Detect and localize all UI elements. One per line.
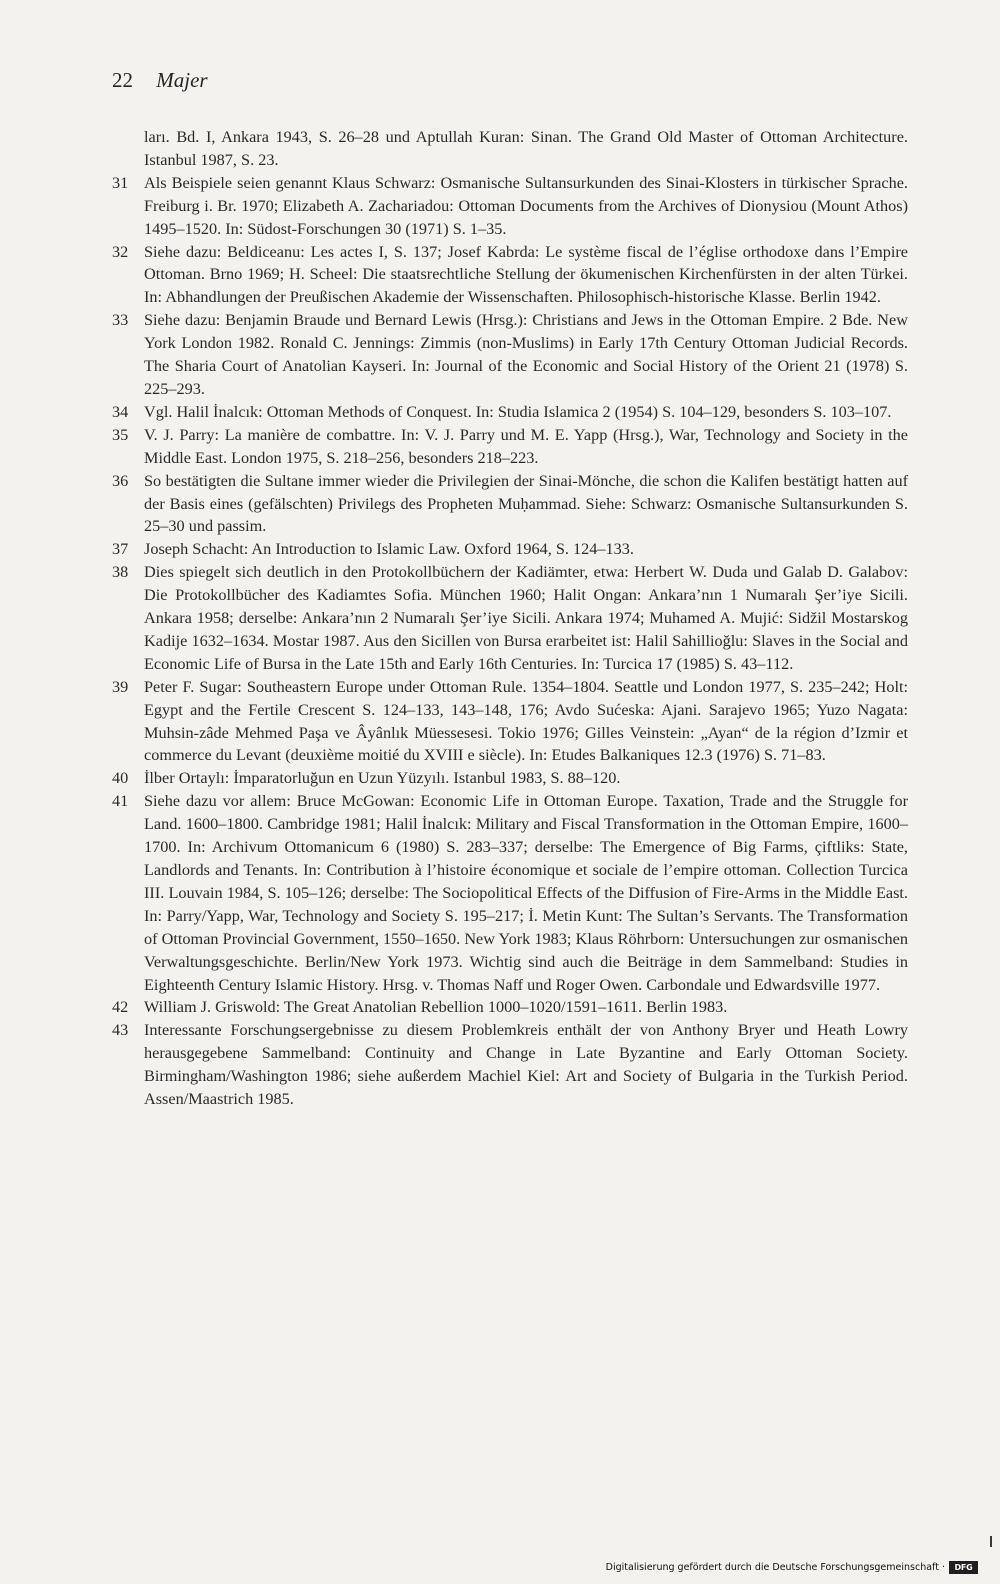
footnote-text: V. J. Parry: La manière de combattre. In: V. J. Parry und M. E. Yapp (Hrsg.), War, Technology and Society in the Middle East. London 1975, S. 218–256, besonders 218–223.	[144, 425, 908, 467]
footnote-text: Peter F. Sugar: Southeastern Europe under Ottoman Rule. 1354–1804. Seattle und London 1977, S. 235–242; Holt: Egypt and the Fertile Crescent S. 124–133, 143–148, 176; Avdo Sućeska: Ajani. Sarajevo 1965; Yuzo Nagata: Muhsin-zâde Mehmed Paşa ve Âyânlık Müessesesi. Tokio 1976; Gilles Veinstein: „Ayan“ de la région d’Izmir et commerce du Levant (deuxième moitié du XVIII e siècle). In: Etudes Balkaniques 12.3 (1976) S. 71–83.	[144, 677, 908, 765]
footnote-31	[112, 172, 908, 241]
footnote-41	[112, 790, 908, 996]
footnote-text: Siehe dazu: Benjamin Braude und Bernard Lewis (Hrsg.): Christians and Jews in the Ottoman Empire. 2 Bde. New York London 1982. Ronald C. Jennings: Zimmis (non-Muslims) in Early 17th Century Ottoman Judicial Records. The Sharia Court of Anatolian Kayseri. In: Journal of the Economic and Social History of the Orient 21 (1978) S. 225–293.	[144, 311, 908, 398]
footnote-number: 33	[112, 311, 129, 330]
footnote-text: Joseph Schacht: An Introduction to Islamic Law. Oxford 1964, S. 124–133.	[144, 540, 634, 559]
footnote-text: Siehe dazu: Beldiceanu: Les actes I, S. 137; Josef Kabrda: Le système fiscal de l’église orthodoxe dans l’Empire Ottoman. Brno 1969; H. Scheel: Die staatsrechtliche Stellung der ökumenischen Kirchenfürsten in der alten Türkei. In: Abhandlungen der Preußischen Akademie der Wissenschaften. Philosophisch-historische Klasse. Berlin 1942.	[144, 242, 908, 307]
footnote-33	[112, 309, 908, 401]
footnote-number: 43	[112, 1021, 129, 1040]
footnote-number: 38	[112, 563, 129, 582]
footnote-37	[112, 538, 908, 561]
footnote-text: Dies spiegelt sich deutlich in den Protokollbüchern der Kadiämter, etwa: Herbert W. Duda und Galab D. Galabov: Die Protokollbücher des Kadiamtes Sofia. München 1960; Halit Ongan: Ankara’nın 1 Numaralı Şer’iye Sicili. Ankara 1958; derselbe: Ankara’nın 2 Numaralı Şer’iye Sicili. Ankara 1974; Muhamed A. Mujić: Sidžil Mostarskog Kadije 1632–1634. Mostar 1987. Aus den Sicillen von Bursa erarbeitet ist: Halil Sahillioğlu: Slaves in the Social and Economic Life of Bursa in the Late 15th and Early 16th Centuries. In: Turcica 17 (1985) S. 43–112.	[144, 563, 908, 673]
scan-edge-mark	[990, 1536, 992, 1547]
digitization-footer	[606, 1561, 978, 1574]
page-number: 22	[112, 68, 133, 92]
footnote-number: 42	[112, 998, 129, 1017]
dfg-logo: DFG	[949, 1561, 978, 1574]
page-header	[112, 66, 208, 94]
footnote-number: 35	[112, 425, 129, 444]
footnote-text: ları. Bd. I, Ankara 1943, S. 26–28 und Aptullah Kuran: Sinan. The Grand Old Master of Ottoman Architecture. Istanbul 1987, S. 23.	[144, 128, 908, 169]
footnote-34	[112, 401, 908, 424]
footnote-38	[112, 561, 908, 676]
footnotes-list	[112, 126, 908, 1111]
footnote-text: Interessante Forschungsergebnisse zu diesem Problemkreis enthält der von Anthony Bryer und Heath Lowry herausgegebene Sammelband: Continuity and Change in Late Byzantine and Early Ottoman Society. Birmingham/Washington 1986; siehe außerdem Machiel Kiel: Art and Society of Bulgaria in the Turkish Period. Assen/Maastrich 1985.	[144, 1021, 908, 1109]
footnote-39	[112, 676, 908, 768]
footnote-number: 37	[112, 540, 129, 559]
footnote-number: 40	[112, 769, 129, 788]
footnote-text: Siehe dazu vor allem: Bruce McGowan: Economic Life in Ottoman Europe. Taxation, Trade and the Struggle for Land. 1600–1800. Cambridge 1981; Halil İnalcık: Military and Fiscal Transformation in the Ottoman Empire, 1600–1700. In: Archivum Ottomanicum 6 (1980) S. 283–337; derselbe: The Emergence of Big Farms, çiftliks: State, Landlords and Tenants. In: Contribution à l’histoire économique et sociale de l’empire ottoman. Collection Turcica III. Louvain 1984, S. 105–126; derselbe: The Sociopolitical Effects of the Diffusion of Fire-Arms in the Middle East. In: Parry/Yapp, War, Technology and Society S. 195–217; İ. Metin Kunt: The Sultan’s Servants. The Transformation of Ottoman Provincial Government, 1550–1650. New York 1983; Klaus Röhrborn: Untersuchungen zur osmanischen Verwaltungsgeschichte. Berlin/New York 1973. Wichtig sind auch die Beiträge in dem Sammelband: Studies in Eighteenth Century Islamic History. Hrsg. v. Thomas Naff und Roger Owen. Carbondale und Edwardsville 1977.	[144, 792, 908, 994]
footnote-number: 32	[112, 242, 129, 261]
footnote-32	[112, 241, 908, 310]
footnote-40	[112, 767, 908, 790]
footnote-number: 36	[112, 471, 129, 490]
footnote-number: 39	[112, 677, 129, 696]
footnote-36	[112, 470, 908, 539]
footnote-text: Vgl. Halil İnalcık: Ottoman Methods of Conquest. In: Studia Islamica 2 (1954) S. 104–129, besonders S. 103–107.	[144, 402, 892, 421]
footnote-number: 31	[112, 173, 129, 192]
footnote-continued	[112, 126, 908, 172]
footnote-text: So bestätigten die Sultane immer wieder die Privilegien der Sinai-Mönche, die schon die Kalifen bestätigt hatten auf der Basis eines (gefälschten) Privilegs des Propheten Muḥammad. Siehe: Schwarz: Osmanische Sultansurkunden S. 25–30 und passim.	[144, 471, 908, 536]
footnote-35	[112, 424, 908, 470]
footnote-text: İlber Ortaylı: İmparatorluğun en Uzun Yüzyılı. Istanbul 1983, S. 88–120.	[144, 769, 621, 788]
footnote-number: 34	[112, 402, 129, 421]
footnote-number: 41	[112, 792, 129, 811]
running-author: Majer	[156, 68, 208, 92]
footnote-text: Als Beispiele seien genannt Klaus Schwarz: Osmanische Sultansurkunden des Sinai-Klosters in türkischer Sprache. Freiburg i. Br. 1970; Elizabeth A. Zachariadou: Ottoman Documents from the Archives of Dionysiou (Mount Athos) 1495–1520. In: Südost-Forschungen 30 (1971) S. 1–35.	[144, 173, 908, 238]
footnote-text: William J. Griswold: The Great Anatolian Rebellion 1000–1020/1591–1611. Berlin 1983.	[144, 998, 728, 1017]
footnote-43	[112, 1019, 908, 1111]
footnote-42	[112, 996, 908, 1019]
funding-credit: Digitalisierung gefördert durch die Deutsche Forschungsgemeinschaft ·	[605, 1561, 945, 1573]
